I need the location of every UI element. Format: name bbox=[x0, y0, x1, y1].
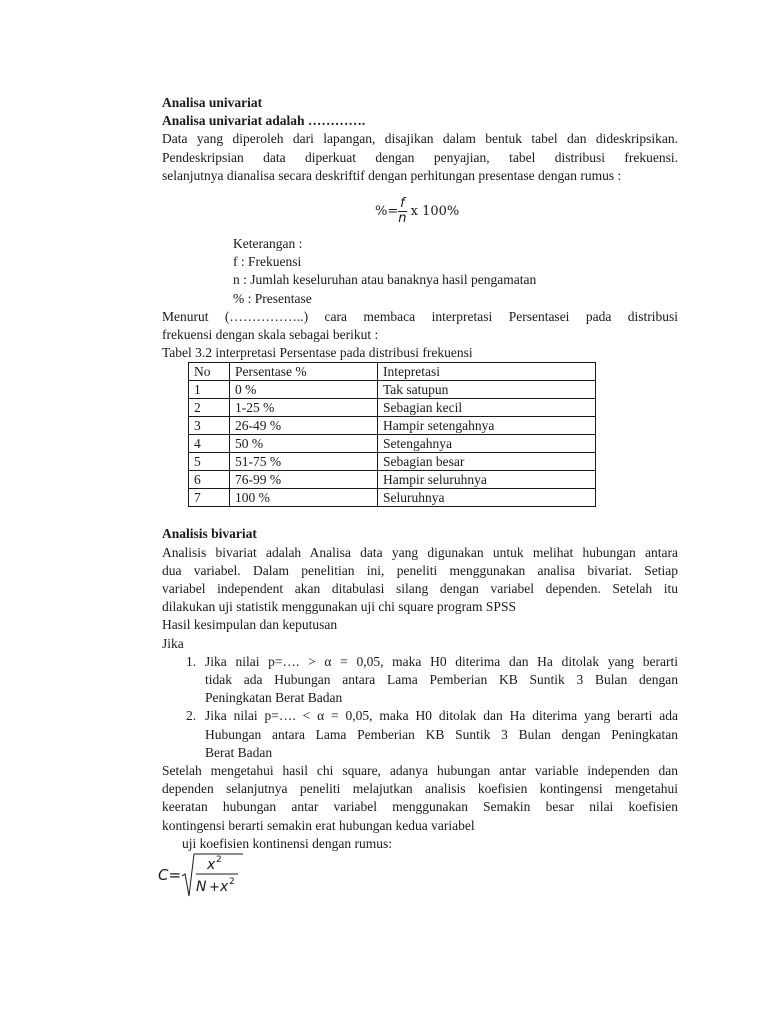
text-line: dilakukan uji statistik menggunakan uji chi square program SPSS bbox=[162, 599, 516, 615]
text-line: Hubungan antara Lama Pemberian KB Suntik 3 Bulan dengan Peningkatan bbox=[205, 726, 678, 742]
table-cell: Seluruhnya bbox=[378, 489, 596, 507]
table-row bbox=[189, 489, 596, 507]
text-line: dependen selanjutnya peneliti melajutkan analisis koefisien kontingensi mengetahui bbox=[162, 781, 678, 797]
formula-c-lhs: C= bbox=[158, 866, 182, 884]
keterangan-block bbox=[233, 235, 678, 308]
list-number: 1. bbox=[186, 653, 197, 669]
text-line: Peningkatan Berat Badan bbox=[205, 690, 343, 706]
table-cell: 100 % bbox=[230, 489, 378, 507]
table-cell: Tak satupun bbox=[378, 381, 596, 399]
formula-den-n: N bbox=[196, 879, 207, 895]
keterangan-title: Keterangan : bbox=[233, 236, 303, 252]
text-line: Data yang diperoleh dari lapangan, disajikan dalam bentuk tabel dan dideskripsikan. bbox=[162, 131, 678, 147]
heading-univariat-definition: Analisa univariat adalah …………. bbox=[162, 113, 366, 129]
table-row bbox=[189, 381, 596, 399]
keterangan-item: n : Jumlah keseluruhan atau banaknya hasil pengamatan bbox=[233, 272, 537, 288]
formula-den-exp: 2 bbox=[229, 877, 235, 887]
keterangan-item: % : Presentase bbox=[233, 290, 312, 306]
formula-denominator: n bbox=[398, 211, 407, 227]
paragraph-chi-square bbox=[162, 762, 678, 835]
table-cell: 1 bbox=[189, 381, 230, 399]
formula-rhs: x 100% bbox=[406, 204, 460, 220]
contingency-formula bbox=[158, 850, 278, 900]
formula-den-base: x bbox=[220, 879, 229, 895]
text-line: Pendeskripsian data diperkuat dengan penyajian, tabel distribusi frekuensi. bbox=[162, 149, 678, 165]
table-header-cell: Persentase % bbox=[230, 363, 378, 381]
table-row bbox=[189, 471, 596, 489]
text-line: Setelah mengetahui hasil chi square, adanya hubungan antar variable independen dan bbox=[162, 763, 678, 779]
uji-label: uji koefisien kontinensi dengan rumus: bbox=[182, 835, 392, 851]
text-line: frekuensi dengan skala sebagai berikut : bbox=[162, 327, 379, 343]
table-cell: 51-75 % bbox=[230, 453, 378, 471]
jika-label: Jika bbox=[162, 635, 184, 651]
table-cell: 76-99 % bbox=[230, 471, 378, 489]
table-header-row bbox=[189, 363, 596, 381]
heading-univariat: Analisa univariat bbox=[162, 95, 263, 110]
table-cell: 4 bbox=[189, 435, 230, 453]
formula-num-base: x bbox=[207, 857, 216, 873]
text-line: variabel independent akan ditabulasi silang dengan variabel dependen. Setelah itu bbox=[162, 581, 678, 597]
table-cell: 3 bbox=[189, 417, 230, 435]
table-cell: 50 % bbox=[230, 435, 378, 453]
text-line: Jika nilai p=…. > α = 0,05, maka H0 diterima dan Ha ditolak yang berarti bbox=[205, 653, 678, 669]
table-cell: Hampir setengahnya bbox=[378, 417, 596, 435]
list-item bbox=[162, 653, 678, 708]
list-item bbox=[162, 707, 678, 762]
table-header-cell: Intepretasi bbox=[378, 363, 596, 381]
interpretation-table bbox=[188, 362, 596, 507]
table-cell: 6 bbox=[189, 471, 230, 489]
formula-den-op: + bbox=[209, 880, 220, 895]
table-cell: Sebagian kecil bbox=[378, 399, 596, 417]
formula-num-exp: 2 bbox=[216, 855, 222, 865]
table-cell: 7 bbox=[189, 489, 230, 507]
table-cell: 0 % bbox=[230, 381, 378, 399]
keterangan-item: f : Frekuensi bbox=[233, 254, 302, 270]
decision-list bbox=[162, 653, 678, 762]
table-cell: Hampir seluruhnya bbox=[378, 471, 596, 489]
heading-bivariat: Analisis bivariat bbox=[162, 526, 257, 542]
text-line: Jika nilai p=…. < α = 0,05, maka H0 ditolak dan Ha diterima yang berarti ada bbox=[205, 708, 678, 724]
formula-numerator: f bbox=[400, 196, 405, 212]
paragraph-univariat bbox=[162, 130, 678, 185]
table-header-cell: No bbox=[189, 363, 230, 381]
table-row bbox=[189, 399, 596, 417]
percentage-formula bbox=[162, 195, 678, 235]
paragraph-menurut bbox=[162, 308, 678, 344]
text-line: Menurut (……………..) cara membaca interpretasi Persentasei pada distribusi bbox=[162, 308, 678, 324]
text-line: Analisis bivariat adalah Analisa data yang digunakan untuk melihat hubungan antara bbox=[162, 544, 678, 560]
table-cell: 2 bbox=[189, 399, 230, 417]
text-line: selanjutnya dianalisa secara deskriftif dengan perhitungan presentase dengan rumus : bbox=[162, 167, 622, 183]
text-line: Berat Badan bbox=[205, 744, 273, 760]
table-cell: Sebagian besar bbox=[378, 453, 596, 471]
text-line: keeratan hubungan antar variabel menggunakan Semakin besar nilai koefisien bbox=[162, 799, 678, 815]
table-cell: 1-25 % bbox=[230, 399, 378, 417]
table-cell: 5 bbox=[189, 453, 230, 471]
document-body bbox=[162, 94, 678, 853]
formula-fraction bbox=[398, 197, 406, 226]
formula-lhs: %= bbox=[375, 204, 399, 220]
hasil-label: Hasil kesimpulan dan keputusan bbox=[162, 617, 338, 633]
table-cell: 26-49 % bbox=[230, 417, 378, 435]
table-caption: Tabel 3.2 interpretasi Persentase pada distribusi frekuensi bbox=[162, 345, 473, 361]
table-row bbox=[189, 453, 596, 471]
table-cell: Setengahnya bbox=[378, 435, 596, 453]
table-row bbox=[189, 417, 596, 435]
table-row bbox=[189, 435, 596, 453]
text-line: dua variabel. Dalam penelitian ini, peneliti menggunakan analisa bivariat. Setiap bbox=[162, 562, 678, 578]
list-number: 2. bbox=[186, 708, 197, 724]
text-line: kontingensi berarti semakin erat hubungan kedua variabel bbox=[162, 817, 475, 833]
paragraph-bivariat bbox=[162, 544, 678, 617]
text-line: tidak ada Hubungan antara Lama Pemberian KB Suntik 3 Bulan dengan bbox=[205, 672, 678, 688]
